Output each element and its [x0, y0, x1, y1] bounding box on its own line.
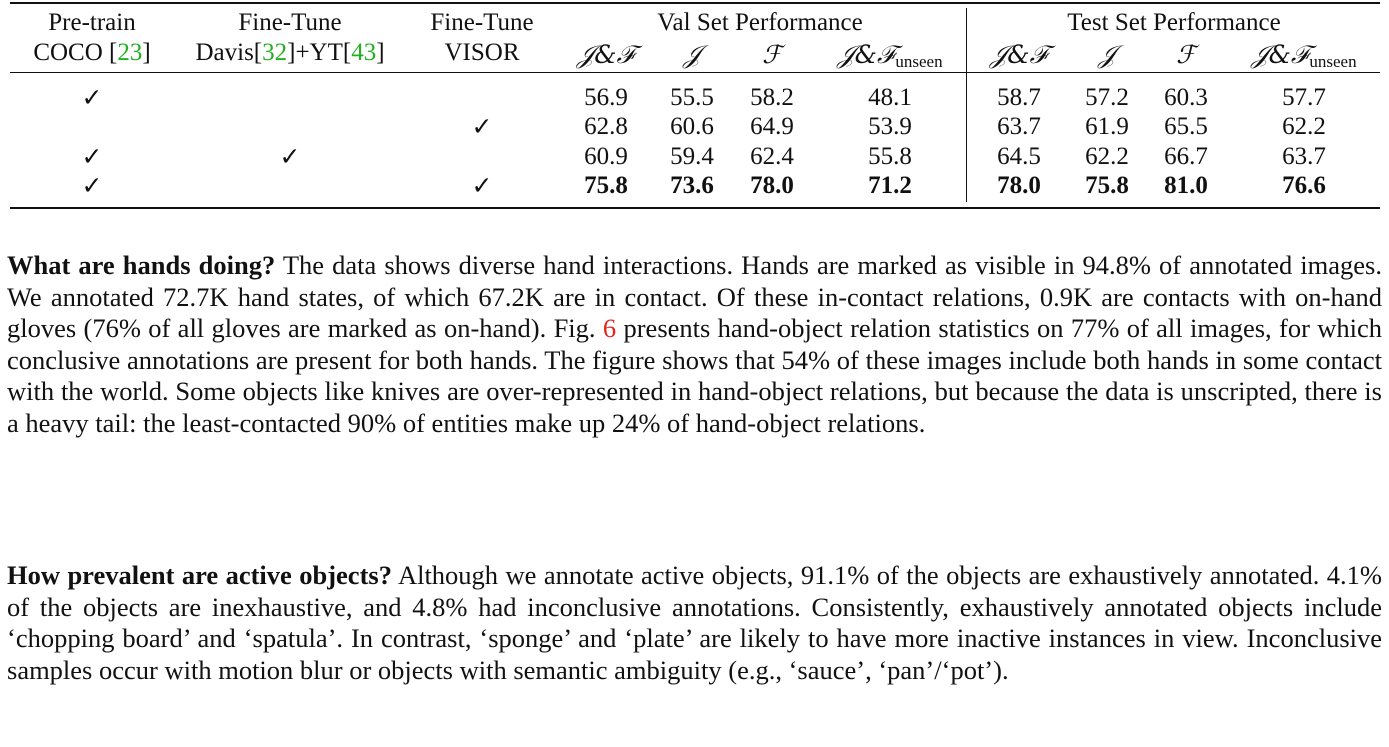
table-cell: 62.4 [750, 143, 794, 170]
table-cell: 48.1 [868, 84, 912, 111]
paragraph-heading: How prevalent are active objects? [7, 560, 392, 590]
paragraph-text: presents hand-object relation statistics on 77% of all images, for which conclusive annotations are present for both hands. The figure shows that 54% of these images include both hands in some contact with the world. Some objects like knives are over-represented in hand-object relations, but because the data is unscripted, there is a heavy tail: the least-contacted 90% of entities make up 24% of hand-object relations. [7, 313, 1382, 438]
header-finetune-line1: Fine-Tune [238, 9, 342, 36]
table-cell: 65.5 [1164, 113, 1208, 140]
table-cell: 62.8 [584, 113, 628, 140]
table-cell: 58.2 [750, 84, 794, 111]
table-cell: 57.7 [1282, 84, 1326, 111]
paragraph-heading: What are hands doing? [7, 250, 276, 280]
header-text: ] [142, 39, 151, 66]
table-cell: 56.9 [584, 84, 628, 111]
table-cell: 60.3 [1164, 84, 1208, 111]
header-finetune-line2 [195, 38, 384, 68]
table-cell: 62.2 [1282, 113, 1326, 140]
table-cell: 57.2 [1085, 84, 1129, 111]
metric-test-jf: 𝒥&ℱ [990, 40, 1048, 69]
paragraph-active-objects [7, 560, 1382, 686]
metric-subscript: unseen [895, 52, 943, 71]
table-cell: 81.0 [1164, 172, 1208, 199]
table-cell: 55.5 [670, 84, 714, 111]
checkmark-davis: ✓ [279, 142, 301, 171]
header-pretrain [33, 8, 150, 68]
header-finetune-davis [195, 8, 384, 68]
table-bottom-rule [10, 207, 1380, 209]
table-cell: 75.8 [584, 172, 628, 199]
paragraph-text: Although we annotate active objects, 91.1% of the objects are exhaustively annotated. 4.1% of the objects are inexhaustive, and 4.8% had inconclusive annotations. Consistently, exhaustively annotated objects include ‘chopping board’ and ‘spatula’. In contrast, ‘sponge’ and ‘plate’ are likely to have more inactive instances in view. Inconclusive samples occur with motion blur or objects with semantic ambiguity (e.g., ‘sauce’, ‘pan’/‘pot’). [7, 560, 1383, 685]
table-cell: 53.9 [868, 113, 912, 140]
table-cell: 61.9 [1085, 113, 1129, 140]
header-pretrain-line1: Pre-train [48, 9, 136, 36]
figure-link[interactable]: 6 [602, 313, 617, 344]
table-cell: 64.9 [750, 113, 794, 140]
metric-text: 𝒥&ℱ [837, 40, 896, 69]
header-text: COCO [ [33, 39, 118, 66]
table-cell: 55.8 [868, 143, 912, 170]
paragraph-text: The data shows diverse hand interactions. Hands are marked as visible in 94.8% of annotated images. We annotated 72.7K hand states, of which 67.2K are in contact. Of these in-contact relations, 0.9K are contacts with on-hand gloves (76% of all gloves are marked as on-hand). Fig. [7, 250, 1382, 344]
table-cell: 75.8 [1085, 172, 1129, 199]
header-text: Davis[ [195, 39, 263, 66]
table-cell: 78.0 [750, 172, 794, 199]
metric-val-j: 𝒥 [683, 40, 701, 69]
table-cell: 59.4 [670, 143, 714, 170]
metric-text: 𝒥&ℱ [1251, 40, 1310, 69]
header-val-group: Val Set Performance [657, 9, 863, 36]
citation-link[interactable]: 43 [351, 39, 377, 66]
table-cell: 73.6 [670, 172, 714, 199]
paragraph-hands [7, 250, 1382, 440]
table-cell: 63.7 [997, 113, 1041, 140]
header-text: ]+YT[ [287, 39, 352, 66]
header-finetune-visor-line1: Fine-Tune [430, 9, 534, 36]
table-cell: 60.9 [584, 143, 628, 170]
table-top-rule [10, 2, 1380, 4]
header-pretrain-line2 [33, 38, 150, 68]
metric-test-jf-unseen [1251, 40, 1356, 77]
header-finetune-visor [430, 8, 533, 68]
table-cell: 62.2 [1085, 143, 1129, 170]
metric-test-j: 𝒥 [1098, 40, 1116, 69]
metric-val-jf-unseen [837, 40, 942, 77]
table-header-rule [10, 72, 1380, 73]
checkmark-pretrain: ✓ [81, 171, 103, 200]
metric-subscript: unseen [1309, 52, 1357, 71]
checkmark-pretrain: ✓ [81, 142, 103, 171]
metric-test-f: ℱ [1176, 40, 1196, 69]
table-cell: 66.7 [1164, 143, 1208, 170]
table-cell: 78.0 [997, 172, 1041, 199]
header-text: ] [376, 39, 385, 66]
checkmark-visor: ✓ [471, 171, 493, 200]
table-cell: 71.2 [868, 172, 912, 199]
table-cell: 64.5 [997, 143, 1041, 170]
table-cell: 60.6 [670, 113, 714, 140]
table-cell: 63.7 [1282, 143, 1326, 170]
citation-link[interactable]: 32 [262, 39, 288, 66]
metric-val-f: ℱ [762, 40, 782, 69]
header-test-group: Test Set Performance [1067, 9, 1281, 36]
table-vertical-divider [966, 8, 967, 202]
table-cell: 58.7 [997, 84, 1041, 111]
metric-val-jf: 𝒥&ℱ [577, 40, 635, 69]
checkmark-visor: ✓ [471, 112, 493, 141]
header-finetune-visor-line2: VISOR [444, 39, 520, 66]
checkmark-pretrain: ✓ [81, 83, 103, 112]
citation-link[interactable]: 23 [117, 39, 143, 66]
table-cell: 76.6 [1282, 172, 1326, 199]
